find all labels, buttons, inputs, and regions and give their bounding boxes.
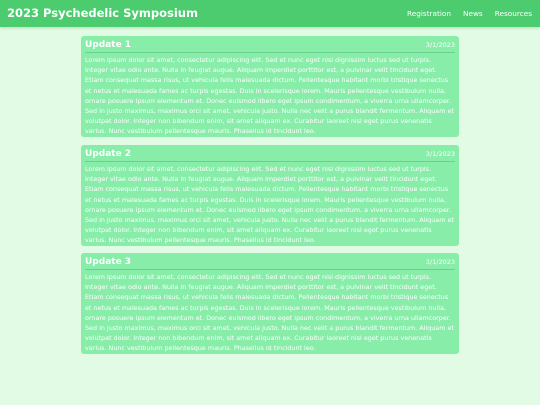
nav-link-registration[interactable]: Registration [407,9,452,18]
update-date: 3/1/2023 [425,41,455,49]
nav-link-resources[interactable]: Resources [494,9,532,18]
update-title: Update 2 [85,149,132,159]
site-title: 2023 Psychedelic Symposium [7,6,198,20]
update-date: 3/1/2023 [425,258,455,266]
update-body: Lorem ipsum dolor sit amet, consectetur adipiscing elit. Sed et nunc eget nisi dignissim luctus sed ut turpis. Integer vitae odio ante. Nulla in feugiat augue. Aliquam imperdiet porttitor est, a pulvinar velit tincidunt eget. Etiam consequat massa risus, ut vehicula felis malesuada dictum. Pellentesque habitant morbi tristique senectus et netus et malesuada fames ac turpis egestas. Duis in scelerisque lorem. Mauris pellentesque vestibulum nulla, ornare posuere ipsum elementum et. Donec euismod libero eget ipsum condimentum, a viverra urna ullamcorper. Sed in justo maximus, maximus orci sit amet, vehicula justo. Nulla nec velit a purus blandit fermentum. Aliquam et volutpat dolor. Integer non bibendum enim, sit amet aliquam ex. Curabitur laoreet nisl eget purus venenatis varius. Nunc vestibulum pellentesque mauris. Phasellus id tincidunt leo. [85,273,454,353]
update-title: Update 1 [85,40,132,50]
top-bar [0,0,540,27]
update-title: Update 3 [85,257,132,267]
main-nav [407,9,532,18]
update-card-header [85,149,455,162]
update-body: Lorem ipsum dolor sit amet, consectetur adipiscing elit. Sed et nunc eget nisi dignissim luctus sed ut turpis. Integer vitae odio ante. Nulla in feugiat augue. Aliquam imperdiet porttitor est, a pulvinar velit tincidunt eget. Etiam consequat massa risus, ut vehicula felis malesuada dictum. Pellentesque habitant morbi tristique senectus et netus et malesuada fames ac turpis egestas. Duis in scelerisque lorem. Mauris pellentesque vestibulum nulla, ornare posuere ipsum elementum et. Donec euismod libero eget ipsum condimentum, a viverra urna ullamcorper. Sed in justo maximus, maximus orci sit amet, vehicula justo. Nulla nec velit a purus blandit fermentum. Aliquam et volutpat dolor. Integer non bibendum enim, sit amet aliquam ex. Curabitur laoreet nisl eget purus venenatis varius. Nunc vestibulum pellentesque mauris. Phasellus id tincidunt leo. [85,56,454,136]
update-body: Lorem ipsum dolor sit amet, consectetur adipiscing elit. Sed et nunc eget nisi dignissim luctus sed ut turpis. Integer vitae odio ante. Nulla in feugiat augue. Aliquam imperdiet porttitor est, a pulvinar velit tincidunt eget. Etiam consequat massa risus, ut vehicula felis malesuada dictum. Pellentesque habitant morbi tristique senectus et netus et malesuada fames ac turpis egestas. Duis in scelerisque lorem. Mauris pellentesque vestibulum nulla, ornare posuere ipsum elementum et. Donec euismod libero eget ipsum condimentum, a viverra urna ullamcorper. Sed in justo maximus, maximus orci sit amet, vehicula justo. Nulla nec velit a purus blandit fermentum. Aliquam et volutpat dolor. Integer non bibendum enim, sit amet aliquam ex. Curabitur laoreet nisl eget purus venenatis varius. Nunc vestibulum pellentesque mauris. Phasellus id tincidunt leo. [85,165,454,245]
update-date: 3/1/2023 [425,150,455,158]
nav-link-news[interactable]: News [463,9,483,18]
update-card-2 [81,145,459,246]
update-card-header [85,40,455,53]
update-card-header [85,257,455,270]
update-card-3 [81,253,459,354]
update-card-1 [81,36,459,137]
